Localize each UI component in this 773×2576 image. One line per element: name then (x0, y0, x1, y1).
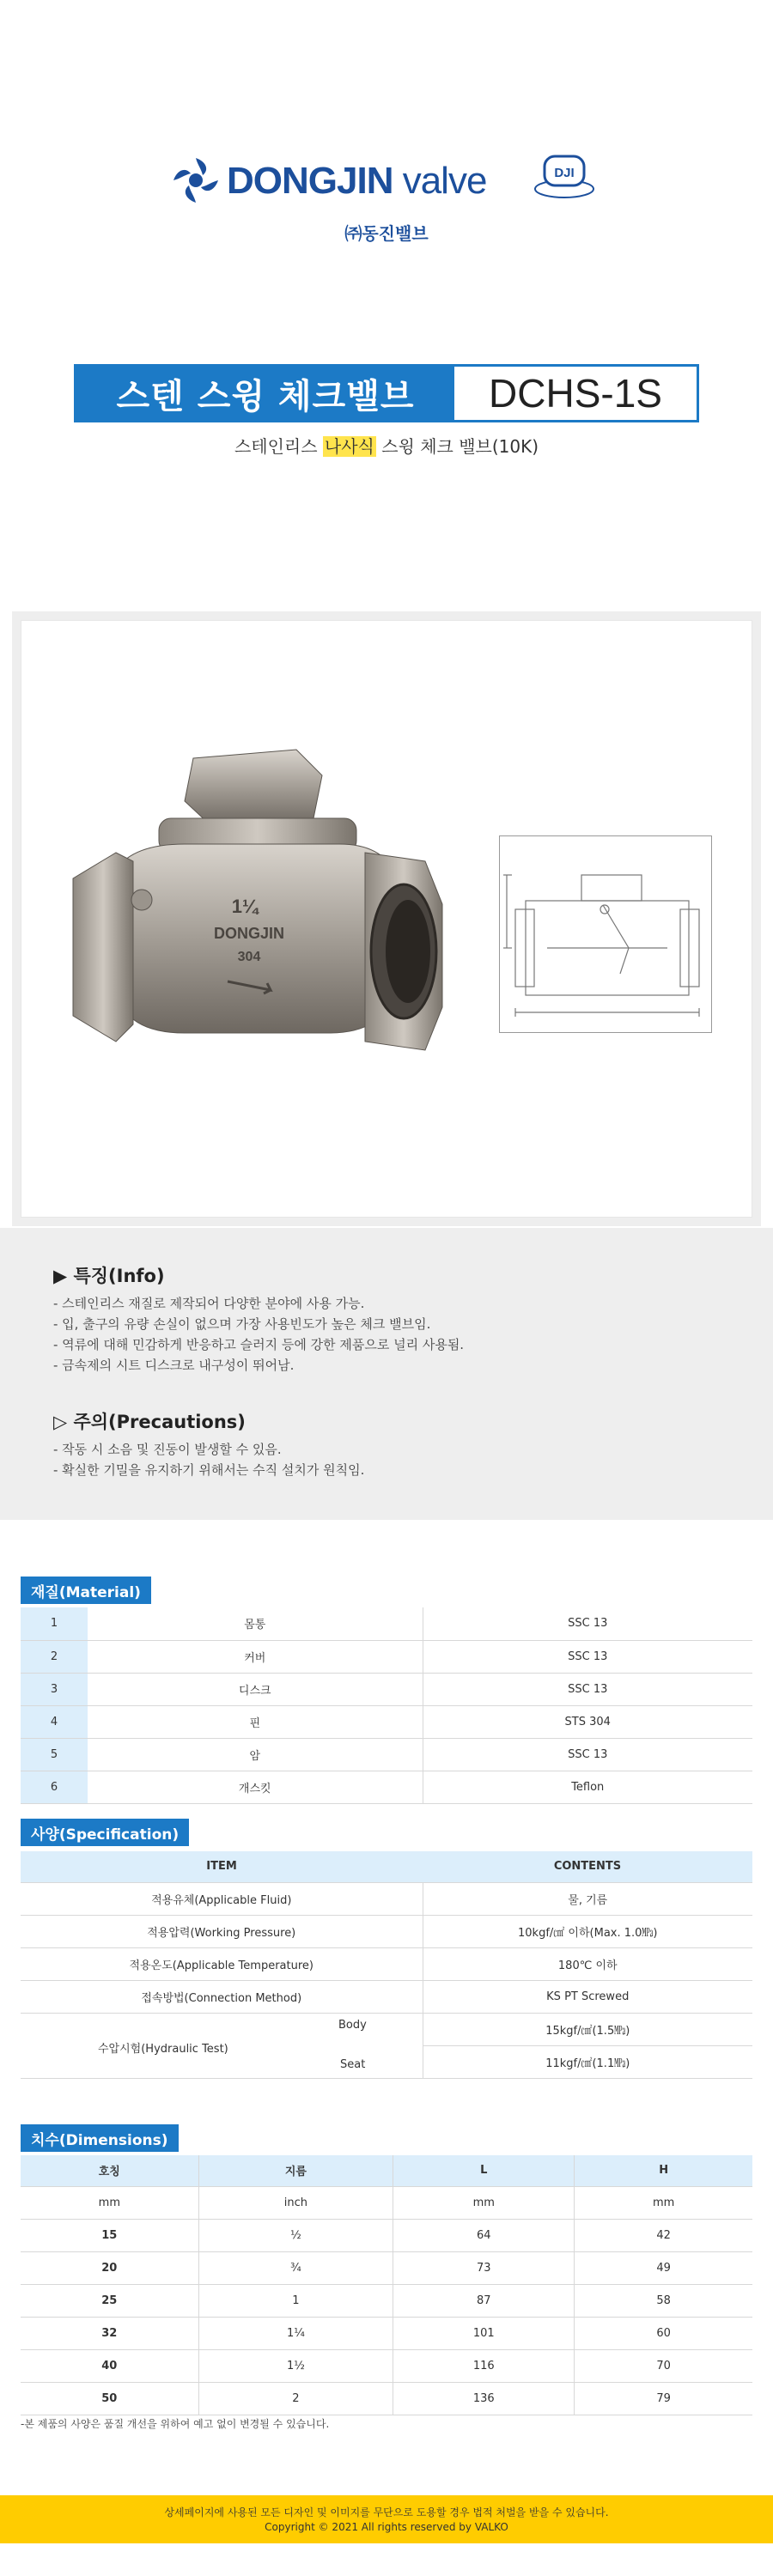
dimensions-row (21, 2317, 752, 2349)
spec-label: 사양(Specification) (21, 1819, 189, 1846)
brand-name-bold: DONGJIN (227, 160, 393, 202)
dimensions-header-row (21, 2155, 752, 2186)
spec-value: 물, 기름 (423, 1882, 752, 1915)
dimensions-label: 치수(Dimensions) (21, 2124, 179, 2152)
dimensions-cell: 70 (575, 2349, 752, 2382)
dimensions-cell: 101 (393, 2317, 575, 2349)
material-row (21, 1738, 752, 1771)
brand-header (0, 151, 773, 254)
precautions-heading: ▷ 주의(Precautions) (53, 1412, 246, 1432)
material-part: 암 (88, 1738, 423, 1771)
dimensions-cell: 60 (575, 2317, 752, 2349)
material-value: STS 304 (423, 1705, 752, 1738)
spec-hydraulic-label: 수압시험(Hydraulic Test) (98, 2042, 228, 2056)
features-heading: ▶ 특징(Info) (53, 1266, 165, 1286)
spec-item: 접속방법(Connection Method) (21, 1980, 423, 2013)
dimensions-cell: 1½ (198, 2349, 393, 2382)
dji-badge-icon (533, 151, 596, 201)
spec-hydraulic-cell (21, 2013, 423, 2078)
material-row (21, 1705, 752, 1738)
spec-body-value: 15kgf/㎠(1.5㎫) (423, 2013, 752, 2045)
dimensions-cell: 2 (198, 2382, 393, 2415)
marking-brand: DONGJIN (213, 925, 285, 942)
dimensions-row (21, 2219, 752, 2251)
material-number: 3 (21, 1673, 88, 1705)
brand-wordmark (227, 160, 486, 203)
material-part: 디스크 (88, 1673, 423, 1705)
material-part: 커버 (88, 1640, 423, 1673)
dimensions-cell: ½ (198, 2219, 393, 2251)
material-table (21, 1607, 752, 1804)
material-part: 몸통 (88, 1607, 423, 1640)
material-row (21, 1607, 752, 1640)
spec-change-note: -본 제품의 사양은 품질 개선을 위하여 예고 없이 변경될 수 있습니다. (21, 2418, 330, 2430)
spec-header-contents: CONTENTS (423, 1851, 752, 1882)
material-label: 재질(Material) (21, 1577, 151, 1604)
spec-row (21, 1882, 752, 1915)
dimensions-cell: 116 (393, 2349, 575, 2382)
marking-grade: 304 (237, 950, 261, 964)
dimensions-cell: 1¼ (198, 2317, 393, 2349)
dimensions-row (21, 2284, 752, 2317)
dongjin-swirl-logo-icon (172, 156, 220, 204)
material-number: 6 (21, 1771, 88, 1803)
product-subtitle (0, 433, 773, 458)
spec-row (21, 1980, 752, 2013)
spec-value: KS PT Screwed (423, 1980, 752, 2013)
material-part: 개스킷 (88, 1771, 423, 1803)
features-block (53, 1262, 464, 1376)
material-number: 5 (21, 1738, 88, 1771)
swing-check-section-icon (500, 836, 713, 1034)
spec-seat-label: Seat (340, 2057, 366, 2071)
precautions-line: - 확실한 기밀을 유지하기 위해서는 수직 설치가 원칙임. (53, 1462, 365, 1478)
features-line: - 역류에 대해 민감하게 반응하고 슬러지 등에 강한 제품으로 널리 사용됨. (53, 1337, 465, 1352)
dimensions-table (21, 2155, 752, 2415)
dji-badge-text: DJI (554, 166, 575, 180)
dimensions-unit-cell: mm (575, 2186, 752, 2219)
dimensions-unit-cell: mm (21, 2186, 198, 2219)
spec-item: 적용온도(Applicable Temperature) (21, 1947, 423, 1980)
dimensions-row (21, 2349, 752, 2382)
dimensions-cell: 79 (575, 2382, 752, 2415)
spec-seat-value: 11kgf/㎠(1.1㎫) (423, 2045, 752, 2078)
material-number: 2 (21, 1640, 88, 1673)
material-row (21, 1640, 752, 1673)
material-row (21, 1771, 752, 1803)
material-row (21, 1673, 752, 1705)
features-line: - 입, 출구의 유량 손실이 없으며 가장 사용빈도가 높은 체크 밸브임. (53, 1316, 431, 1332)
spec-body-label: Body (338, 2018, 367, 2032)
subtitle-suffix: 스윙 체크 밸브(10K) (375, 436, 539, 457)
dimensions-cell: 50 (21, 2382, 198, 2415)
dimensions-cell: 15 (21, 2219, 198, 2251)
product-title-box (74, 364, 699, 422)
dimensions-cell: 32 (21, 2317, 198, 2349)
spec-table (21, 1851, 752, 2079)
features-line: - 스테인리스 재질로 제작되어 다양한 분야에 사용 가능. (53, 1296, 365, 1311)
dimensions-cell: 1 (198, 2284, 393, 2317)
dimensions-header-cell: L (393, 2155, 575, 2186)
spec-value: 180℃ 이하 (423, 1947, 752, 1980)
spec-row (21, 1915, 752, 1947)
info-section (0, 1228, 773, 1520)
precautions-line: - 작동 시 소음 및 진동이 발생할 수 있음. (53, 1442, 282, 1457)
dimensions-cell: 25 (21, 2284, 198, 2317)
material-value: SSC 13 (423, 1640, 752, 1673)
dimensions-row (21, 2382, 752, 2415)
features-line: - 금속제의 시트 디스크로 내구성이 뛰어남. (53, 1358, 295, 1373)
footer-copyright: Copyright © 2021 All rights reserved by VALKO (265, 2521, 508, 2533)
product-model: DCHS-1S (489, 371, 662, 416)
dimensions-cell: ¾ (198, 2251, 393, 2284)
dimensions-header-cell: 지름 (198, 2155, 393, 2186)
dimensions-cell: 40 (21, 2349, 198, 2382)
dimensions-unit-cell: mm (393, 2186, 575, 2219)
spec-row-hydraulic-body (21, 2013, 752, 2045)
material-number: 4 (21, 1705, 88, 1738)
brand-name-light: valve (393, 160, 487, 202)
subtitle-highlight: 나사식 (324, 436, 374, 457)
material-value: SSC 13 (423, 1738, 752, 1771)
precautions-block (53, 1408, 364, 1480)
dimensions-header-cell: H (575, 2155, 752, 2186)
dimensions-cell: 73 (393, 2251, 575, 2284)
product-title: 스텐 스윙 체크밸브 (76, 367, 454, 420)
dimensions-cell: 87 (393, 2284, 575, 2317)
dimensions-cell: 49 (575, 2251, 752, 2284)
dimensions-unit-row (21, 2186, 752, 2219)
product-image-panel (21, 620, 752, 1218)
footer (0, 2495, 773, 2543)
spec-value: 10kgf/㎠ 이하(Max. 1.0㎫) (423, 1915, 752, 1947)
dimensions-header-cell: 호칭 (21, 2155, 198, 2186)
material-part: 핀 (88, 1705, 423, 1738)
material-value: SSC 13 (423, 1673, 752, 1705)
valve-photo (56, 724, 451, 1102)
dimensions-cell: 136 (393, 2382, 575, 2415)
footer-copyright-notice: 상세페이지에 사용된 모든 디자인 및 이미지를 무단으로 도용할 경우 법적 처벌을 받을 수 있습니다. (164, 2506, 609, 2518)
spec-row (21, 1947, 752, 1980)
dimensions-cell: 64 (393, 2219, 575, 2251)
spec-header-row (21, 1851, 752, 1882)
dimensions-cell: 42 (575, 2219, 752, 2251)
material-value: Teflon (423, 1771, 752, 1803)
material-value: SSC 13 (423, 1607, 752, 1640)
dimensions-cell: 20 (21, 2251, 198, 2284)
technical-drawing (499, 835, 712, 1033)
dimensions-cell: 58 (575, 2284, 752, 2317)
material-number: 1 (21, 1607, 88, 1640)
spec-header-item: ITEM (21, 1851, 423, 1882)
dimensions-row (21, 2251, 752, 2284)
brand-korean-name: ㈜동진밸브 (344, 223, 429, 244)
subtitle-prefix: 스테인리스 (234, 436, 323, 457)
marking-size: 1¼ (231, 896, 259, 917)
spec-item: 적용압력(Working Pressure) (21, 1915, 423, 1947)
spec-item: 적용유체(Applicable Fluid) (21, 1882, 423, 1915)
dimensions-unit-cell: inch (198, 2186, 393, 2219)
